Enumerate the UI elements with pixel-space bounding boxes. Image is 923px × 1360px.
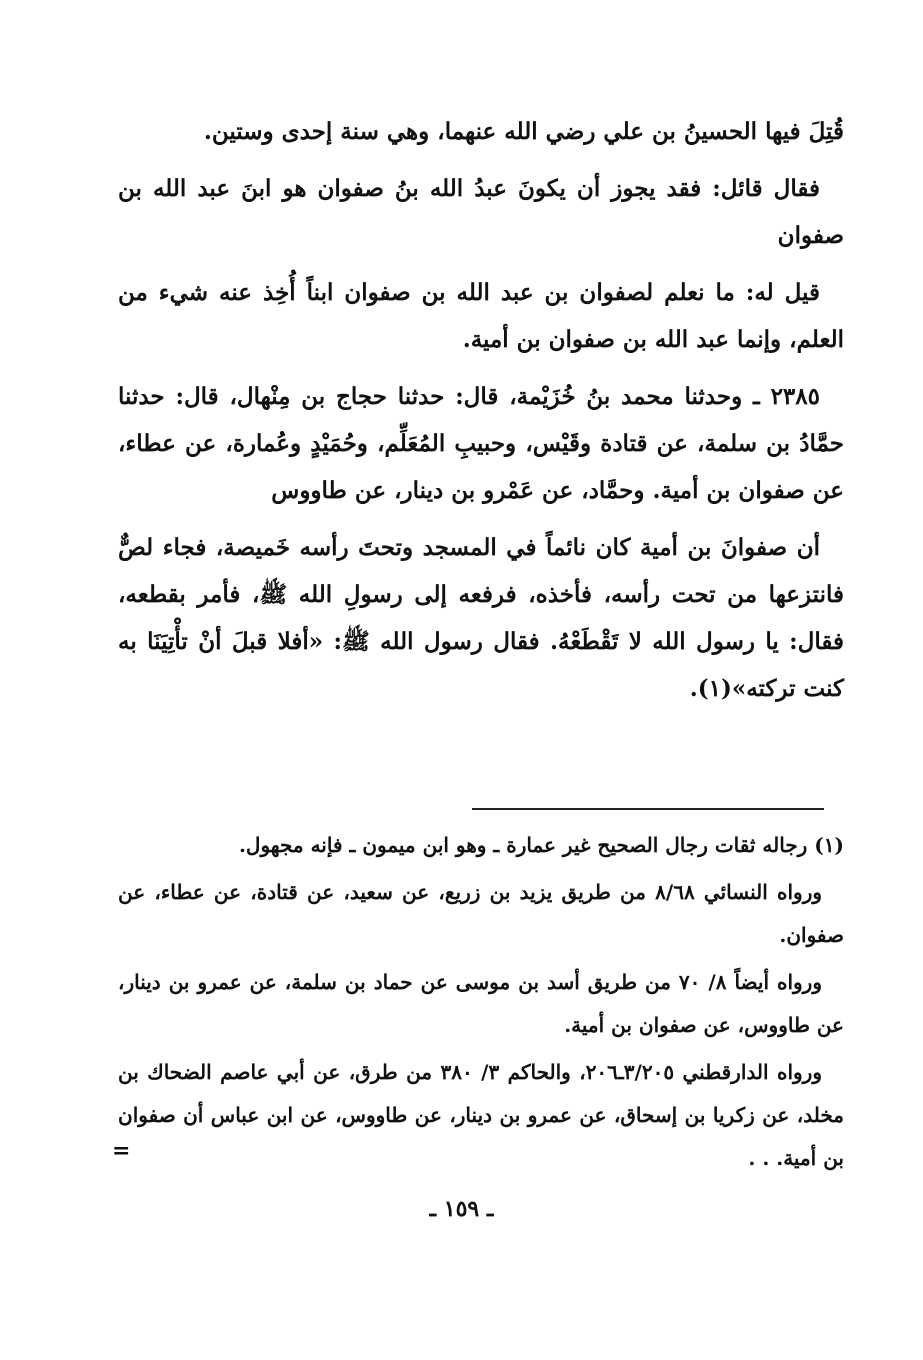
page-number: ـ ١٥٩ ـ <box>429 1196 494 1222</box>
footnote-separator <box>472 808 824 810</box>
footnote-1: (١) رجاله ثقات رجال الصحيح غير عمارة ـ وهو ابن ميمون ـ فإنه مجهول. <box>238 833 844 857</box>
footnotes <box>118 824 844 1184</box>
footnote-3: ورواه أيضاً ٨/ ٧٠ من طريق أسد بن موسى عن حماد بن سلمة، عن عمرو بن دينار، عن طاووس، عن صفوان بن أمية. <box>118 970 844 1037</box>
footnote-2: ورواه النسائي ٨/٦٨ من طريق يزيد بن زريع، عن سعيد، عن قتادة، عن عطاء، عن صفوان. <box>118 880 844 947</box>
main-paragraph-1: قُتِلَ فيها الحسينُ بن علي رضي الله عنهما، وهي سنة إحدى وستين. <box>203 118 844 145</box>
main-text <box>118 108 844 722</box>
continuation-mark: = <box>112 1138 131 1164</box>
main-paragraph-3: قيل له: ما نعلم لصفوان بن عبد الله بن صفوان ابناً أُخِذ عنه شيء من العلم، وإنما عبد الله بن صفوان بن أمية. <box>118 279 844 353</box>
main-paragraph-5: أن صفوانَ بن أمية كان نائماً في المسجد وتحتَ رأسه خَميصة، فجاء لصٌّ فانتزعها من تحت رأسه، فأخذه، فرفعه إلى رسولِ الله ﷺ، فأمر بقطعه، فقال: يا رسول الله لا تَقْطَعْهُ. فقال رسول الله ﷺ: «أفلا قبلَ أنْ تأْتِيَنَا به كنت تركته»(١). <box>118 534 844 702</box>
hadith-paragraph: ٢٣٨٥ ـ وحدثنا محمد بنُ خُزَيْمة، قال: حدثنا حجاج بن مِنْهال، قال: حدثنا حمَّادُ بن سلمة، عن قتادة وقَيْس، وحبيبِ المُعَلِّم، وحُمَيْدٍ وعُمارة، عن عطاء، عن صفوان بن أمية. وحمَّاد، عن عَمْرو بن دينار، عن طاووس <box>118 383 844 504</box>
main-paragraph-2: فقال قائل: فقد يجوز أن يكونَ عبدُ الله بنُ صفوان هو ابنَ عبد الله بن صفوان <box>118 175 844 249</box>
footnote-4: ورواه الدارقطني ٣/٢٠٥ـ٢٠٦، والحاكم ٣/ ٣٨٠ من طرق، عن أبي عاصم الضحاك بن مخلد، عن زكريا بن إسحاق، عن عمرو بن دينار، عن طاووس، عن ابن عباس أن صفوان بن أمية. . . <box>118 1060 844 1170</box>
